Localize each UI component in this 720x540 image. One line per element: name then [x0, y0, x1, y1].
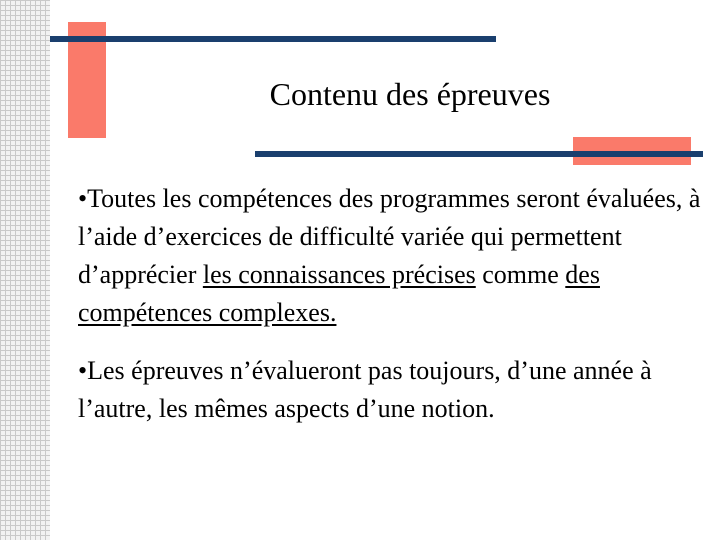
bullet-marker: •: [78, 184, 88, 213]
link-competences-complexes[interactable]: des compétences complexes.: [78, 260, 600, 327]
bullet-marker: •: [78, 356, 88, 385]
bullet-item-2: [78, 352, 708, 428]
title-rule-bottom: [255, 151, 703, 157]
slide-title: Contenu des épreuves: [269, 76, 551, 112]
bullet-1-text: Toutes les compétences des programmes seront évaluées, à l’aide d’exercices de difficulté variée qui permettent d’apprécier: [78, 184, 701, 289]
grid-pattern-strip: [0, 0, 50, 540]
slide-body: [78, 180, 708, 448]
title-rule-top: [50, 36, 496, 42]
bullet-1-text-middle: comme: [475, 260, 566, 289]
bullet-2-text: Les épreuves n’évalueront pas toujours, d’une année à l’autre, les mêmes aspects d’une notion.: [78, 356, 652, 423]
bullet-item-1: [78, 180, 708, 332]
link-connaissances-precises[interactable]: les connaissances précises: [202, 260, 476, 289]
